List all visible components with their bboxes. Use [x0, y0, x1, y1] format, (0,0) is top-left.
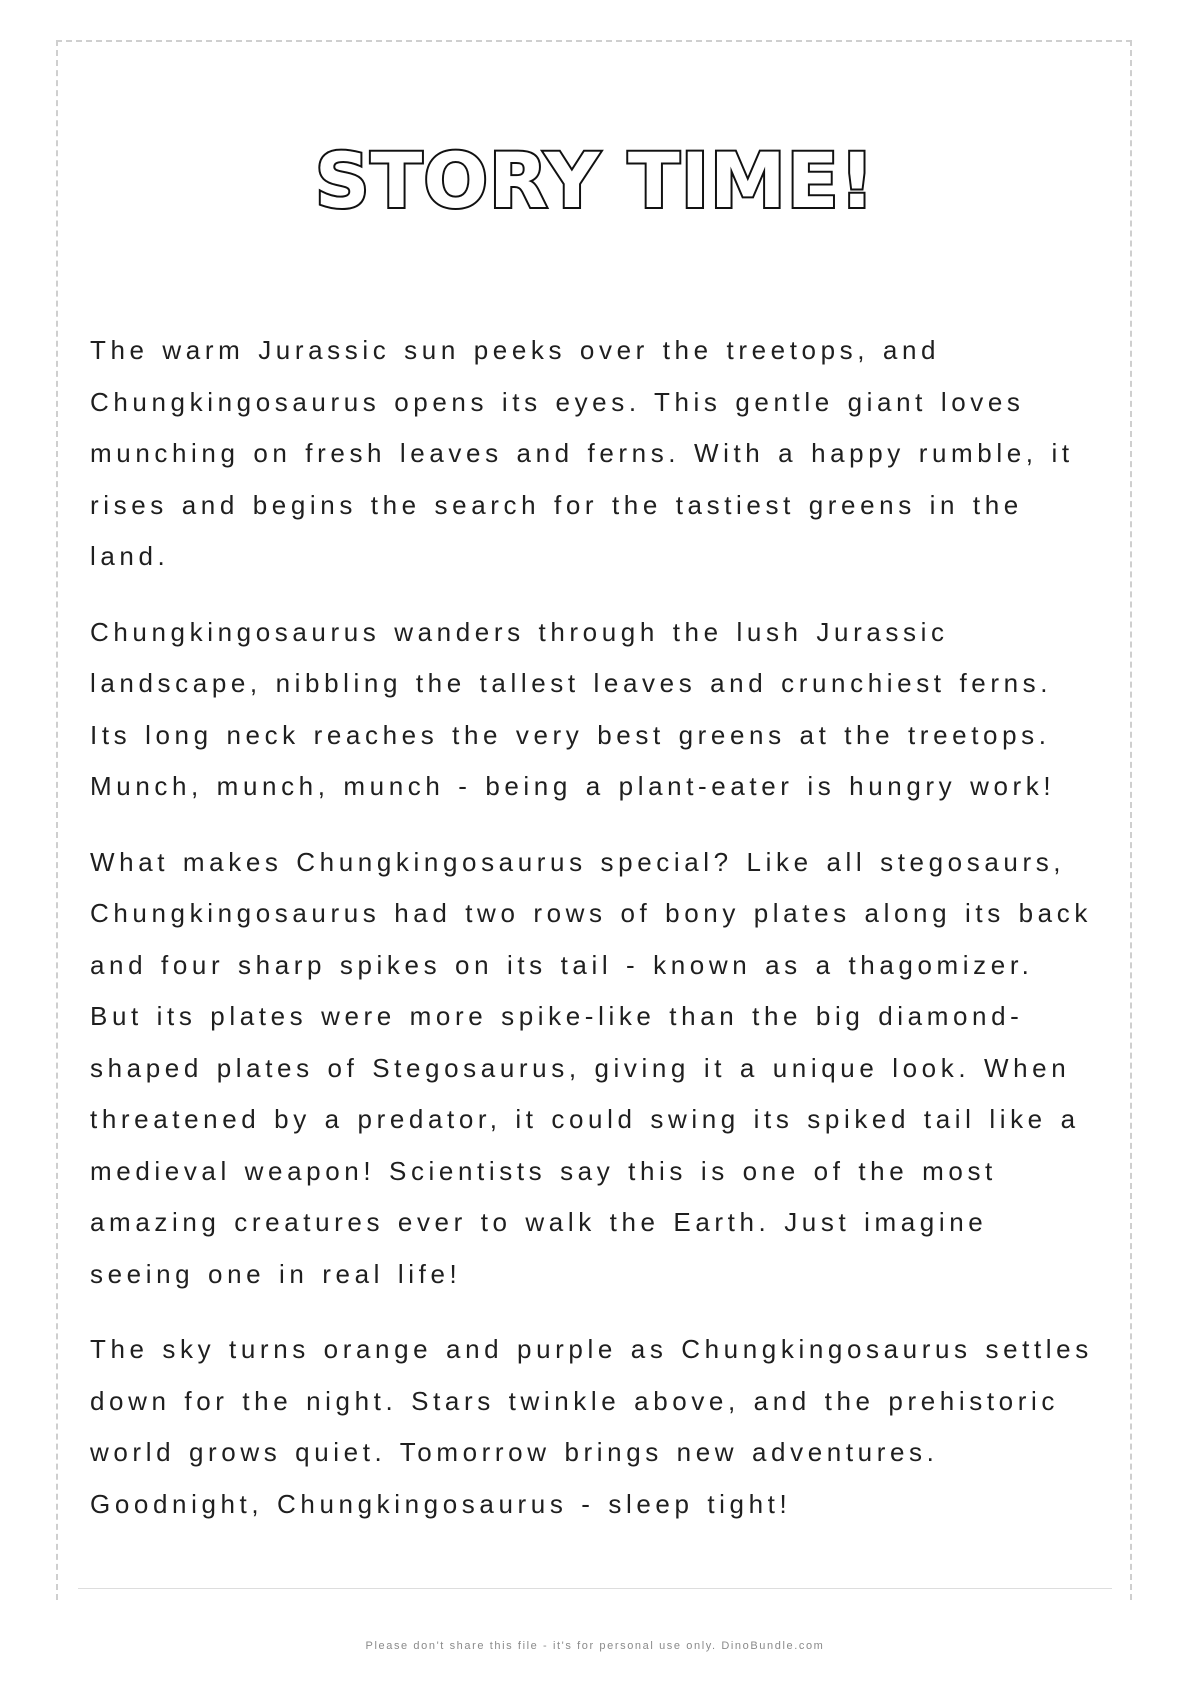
- footer-copyright-note: Please don't share this file - it's for personal use only. DinoBundle.com: [365, 1640, 825, 1652]
- story-paragraph-night: The sky turns orange and purple as Chungkingosaurus settles down for the night. Stars twinkle above, and the prehistoric world grows quiet. Tomorrow brings new adventures. Goodnight, Chungkingosaurus - sleep tight!: [90, 1334, 1093, 1519]
- page-title: STORY TIME!: [314, 135, 876, 225]
- footer-divider: [78, 1588, 1112, 1589]
- story-body: [90, 325, 1100, 1554]
- story-paragraph-facts: What makes Chungkingosaurus special? Like all stegosaurs, Chungkingosaurus had two rows of bony plates along its back and four sharp spikes on its tail - known as a thagomizer. But its plates were more spike-like than the big diamond-shaped plates of Stegosaurus, giving it a unique look. When threatened by a predator, it could swing its spiked tail like a medieval weapon! Scientists say this is one of the most amazing creatures ever to walk the Earth. Just imagine seeing one in real life!: [90, 846, 1092, 1289]
- story-paragraph-morning: The warm Jurassic sun peeks over the treetops, and Chungkingosaurus opens its eyes. This gentle giant loves munching on fresh leaves and ferns. With a happy rumble, it rises and begins the search for the tastiest greens in the land.: [90, 335, 1074, 571]
- story-paragraph-wandering: Chungkingosaurus wanders through the lush Jurassic landscape, nibbling the tallest leaves and crunchiest ferns. Its long neck reaches the very best greens at the treetops. Munch, munch, munch - being a plant-eater is hungry work!: [90, 616, 1056, 801]
